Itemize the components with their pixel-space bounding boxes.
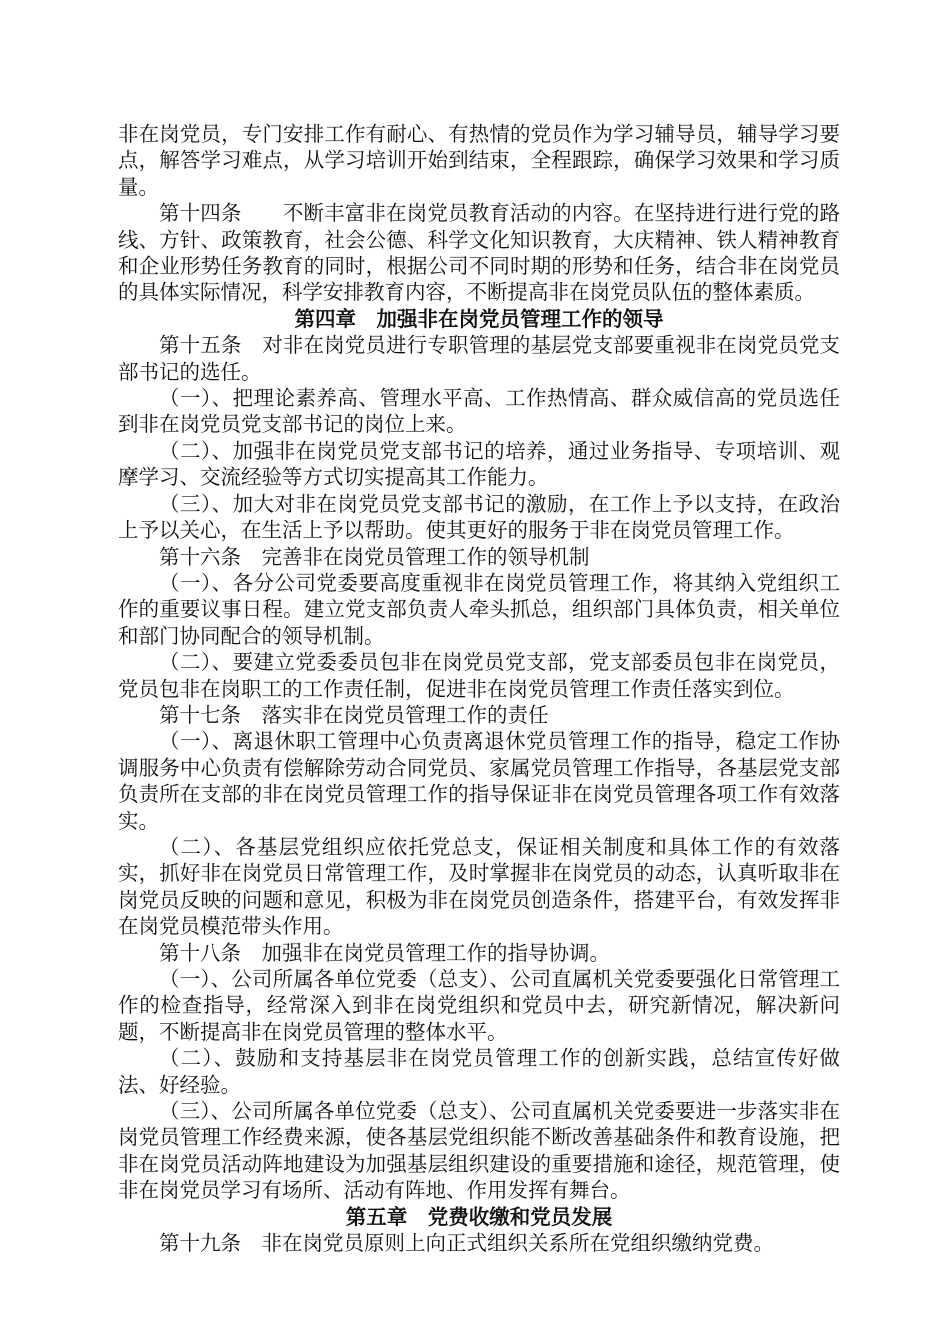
article-18-item-1: （一）、公司所属各单位党委（总支）、公司直属机关党委要强化日常管理工作的检查指导，经常深入到非在岗党组织和党员中去，研究新情况，解决新问题，不断提高非在岗党员管理的整体水平。 bbox=[118, 967, 840, 1044]
article-15-item-1: （一）、把理论素养高、管理水平高、工作热情高、群众威信高的党员选任到非在岗党员党支部书记的岗位上来。 bbox=[118, 386, 840, 437]
article-17-item-2: （二）、各基层党组织应依托党总支，保证相关制度和具体工作的有效落实，抓好非在岗党员日常管理工作，及时掌握非在岗党员的动态，认真听取非在岗党员反映的问题和意见，积极为非在岗党员创造条件，搭建平台，有效发挥非在岗党员模范带头作用。 bbox=[118, 834, 840, 939]
article-15-item-2: （二）、加强非在岗党员党支部书记的培养，通过业务指导、专项培训、观摩学习、交流经验等方式切实提高其工作能力。 bbox=[118, 438, 840, 490]
article-18-paragraph: 第十八条 加强非在岗党员管理工作的指导协调。 bbox=[159, 940, 610, 965]
article-16-item-2: （二）、要建立党委委员包非在岗党员党支部，党支部委员包非在岗党员，党员包非在岗职工的工作责任制，促进非在岗党员管理工作责任落实到位。 bbox=[118, 650, 840, 701]
chapter-4-heading: 第四章 加强非在岗党员管理工作的领导 bbox=[294, 306, 664, 331]
article-14-paragraph: 第十四条 不断丰富非在岗党员教育活动的内容。在坚持进行进行党的路线、方针、政策教育，社会公德、科学文化知识教育，大庆精神、铁人精神教育和企业形势任务教育的同时，根据公司不同时期的形势和任务，结合非在岗党员的具体实际情况，科学安排教育内容，不断提高非在岗党员队伍的整体素质。 bbox=[118, 201, 840, 305]
article-16-paragraph: 第十六条 完善非在岗党员管理工作的领导机制 bbox=[159, 544, 590, 569]
article-15-paragraph: 第十五条 对非在岗党员进行专职管理的基层党支部要重视非在岗党员党支部书记的选任。 bbox=[118, 333, 840, 384]
article-18-item-2: （二）、鼓励和支持基层非在岗党员管理工作的创新实践，总结宣传好做法、好经验。 bbox=[118, 1046, 840, 1097]
chapter-5-heading: 第五章 党费收缴和党员发展 bbox=[345, 1204, 613, 1229]
article-16-item-1: （一）、各分公司党委要高度重视非在岗党员管理工作，将其纳入党组织工作的重要议事日程。建立党支部负责人牵头抓总，组织部门具体负责，相关单位和部门协同配合的领导机制。 bbox=[118, 570, 840, 648]
document-page bbox=[118, 121, 840, 1256]
article-18-item-3: （三）、公司所属各单位党委（总支）、公司直属机关党委要进一步落实非在岗党员管理工作经费来源，使各基层党组织能不断改善基础条件和教育设施，把非在岗党员活动阵地建设为加强基层组织建设的重要措施和途径，规范管理，使非在岗党员学习有场所、活动有阵地、作用发挥有舞台。 bbox=[118, 1099, 840, 1203]
paragraph-continuation: 非在岗党员，专门安排工作有耐心、有热情的党员作为学习辅导员，辅导学习要点，解答学习难点，从学习培训开始到结束，全程跟踪，确保学习效果和学习质量。 bbox=[118, 122, 840, 199]
article-19-paragraph: 第十九条 非在岗党员原则上向正式组织关系所在党组织缴纳党费。 bbox=[159, 1231, 774, 1256]
article-17-paragraph: 第十七条 落实非在岗党员管理工作的责任 bbox=[159, 702, 549, 727]
article-17-item-1: （一）、离退休职工管理中心负责离退休党员管理工作的指导，稳定工作协调服务中心负责有偿解除劳动合同党员、家属党员管理工作指导，各基层党支部负责所在支部的非在岗党员管理工作的指导保证非在岗党员管理各项工作有效落实。 bbox=[118, 729, 840, 833]
article-15-item-3: （三）、加大对非在岗党员党支部书记的激励，在工作上予以支持，在政治上予以关心，在生活上予以帮助。使其更好的服务于非在岗党员管理工作。 bbox=[118, 491, 840, 543]
